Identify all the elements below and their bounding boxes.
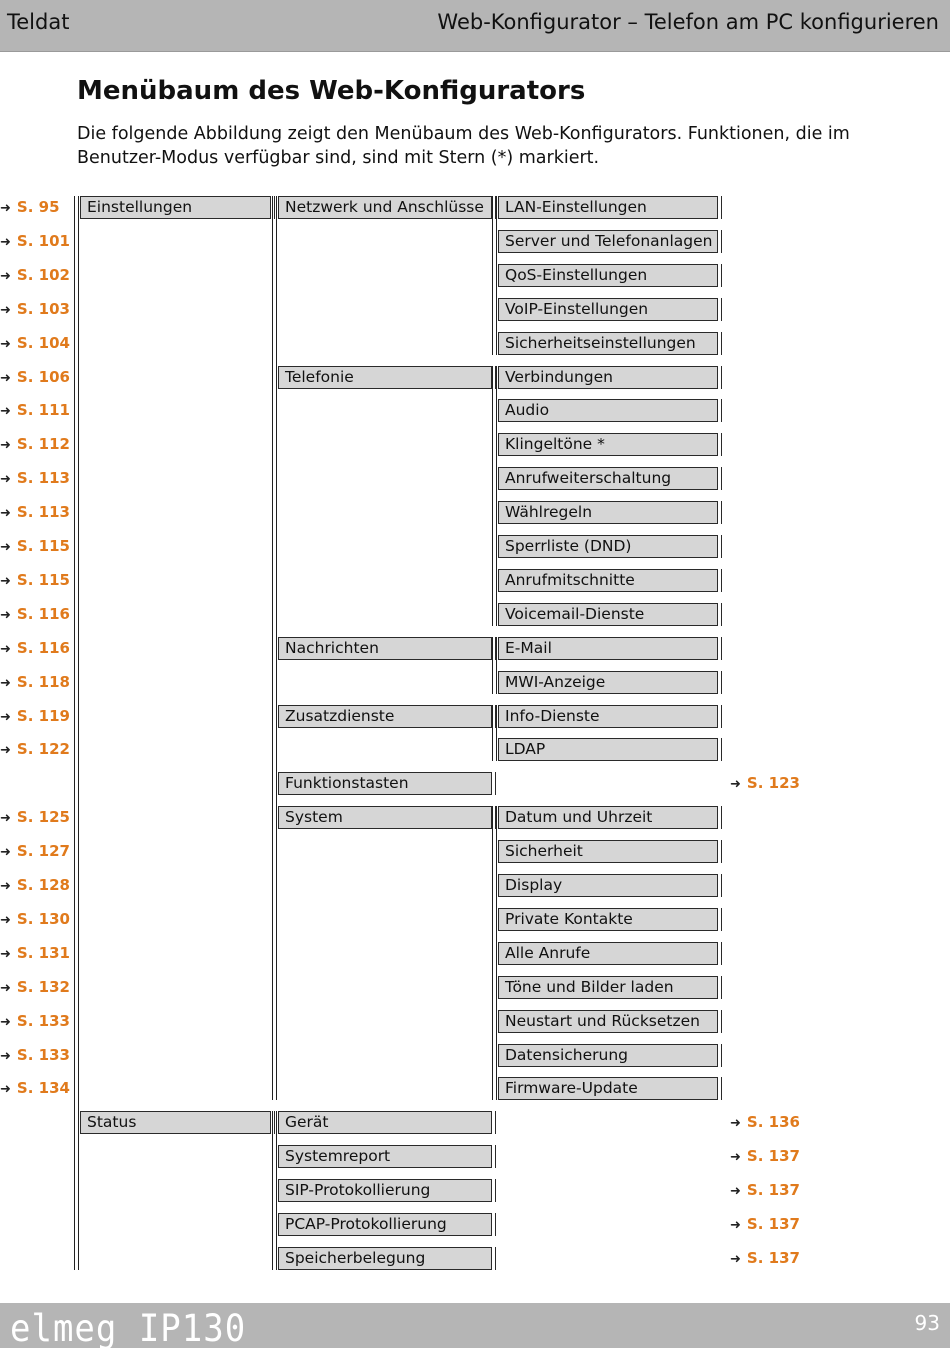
- page-reference[interactable]: [0, 468, 70, 490]
- tree-connector: [492, 806, 497, 1100]
- page-link[interactable]: S. 137: [746, 1147, 800, 1166]
- menu-item[interactable]: Sicherheit: [498, 840, 718, 863]
- tree-connector: [272, 1111, 277, 1270]
- arrow-right-icon: ➜: [730, 777, 741, 793]
- page-link[interactable]: S. 137: [746, 1248, 800, 1267]
- page-link[interactable]: S. 137: [746, 1215, 800, 1233]
- arrow-right-icon: ➜: [0, 980, 11, 996]
- page-link[interactable]: S. 115: [16, 570, 70, 589]
- page-reference[interactable]: [0, 333, 70, 355]
- arrow-right-icon: ➜: [0, 743, 11, 759]
- page-link[interactable]: S. 101: [16, 231, 70, 250]
- menu-item[interactable]: Server und Telefonanlagen: [498, 230, 718, 253]
- page-link[interactable]: S. 119: [16, 706, 70, 725]
- menu-item[interactable]: Telefonie: [278, 366, 492, 389]
- arrow-right-icon: ➜: [730, 1150, 741, 1166]
- menu-item[interactable]: Klingeltöne *: [498, 433, 718, 456]
- page-reference[interactable]: [0, 1078, 70, 1100]
- tree-connector: [74, 196, 79, 1270]
- tree-connector: [492, 196, 497, 355]
- arrow-right-icon: ➜: [0, 845, 11, 861]
- page-title: Menübaum des Web-Konfigurators: [77, 76, 586, 106]
- menu-item[interactable]: Gerät: [278, 1111, 492, 1134]
- tree-connector: [492, 366, 497, 626]
- menu-item[interactable]: E-Mail: [498, 637, 718, 660]
- product-logo: elmeg IP130: [10, 1307, 247, 1351]
- menu-item[interactable]: Neustart und Rücksetzen: [498, 1010, 718, 1033]
- arrow-right-icon: ➜: [0, 1048, 11, 1064]
- menu-item[interactable]: System: [278, 806, 492, 829]
- arrow-right-icon: ➜: [730, 1116, 741, 1132]
- menu-item[interactable]: Voicemail-Dienste: [498, 603, 718, 626]
- page-link[interactable]: S. 102: [16, 265, 70, 284]
- page-reference[interactable]: [0, 638, 70, 660]
- arrow-right-icon: ➜: [0, 472, 11, 488]
- menu-item[interactable]: LDAP: [498, 738, 718, 761]
- page-footer: [0, 1303, 950, 1351]
- page-reference[interactable]: [0, 400, 70, 422]
- menu-item[interactable]: Display: [498, 874, 718, 897]
- menu-item[interactable]: Audio: [498, 399, 718, 422]
- menu-item[interactable]: Alle Anrufe: [498, 942, 718, 965]
- arrow-right-icon: ➜: [730, 1218, 741, 1233]
- page-link[interactable]: S. 95: [16, 198, 60, 216]
- page-reference[interactable]: [730, 1214, 800, 1236]
- page-reference[interactable]: [0, 265, 70, 287]
- arrow-right-icon: ➜: [0, 811, 11, 827]
- arrow-right-icon: ➜: [0, 540, 11, 555]
- arrow-right-icon: ➜: [0, 946, 11, 962]
- page-reference[interactable]: [0, 943, 70, 965]
- arrow-right-icon: ➜: [0, 607, 11, 623]
- page-reference[interactable]: [0, 739, 70, 761]
- page-link[interactable]: S. 113: [16, 503, 70, 522]
- intro-text: Die folgende Abbildung zeigt den Menübaum des Web-Konfigurators. Funktionen, die im Benutzer-Modus verfügbar sind, sind mit Stern (*) markiert.: [77, 124, 850, 168]
- arrow-right-icon: ➜: [0, 879, 11, 894]
- menu-item[interactable]: Nachrichten: [278, 637, 492, 660]
- page-reference[interactable]: [0, 536, 70, 558]
- menu-item[interactable]: LAN-Einstellungen: [498, 196, 718, 219]
- page-link[interactable]: S. 125: [16, 808, 70, 827]
- menu-item[interactable]: Funktionstasten: [278, 772, 492, 795]
- menu-item[interactable]: Private Kontakte: [498, 908, 718, 931]
- menu-item[interactable]: Datum und Uhrzeit: [498, 806, 718, 829]
- page-reference[interactable]: [0, 197, 60, 219]
- menu-item[interactable]: Verbindungen: [498, 366, 718, 389]
- page-reference[interactable]: [0, 367, 70, 389]
- page-reference[interactable]: [730, 1180, 800, 1202]
- page-link[interactable]: S. 116: [16, 638, 70, 657]
- menu-item[interactable]: Zusatzdienste: [278, 705, 492, 728]
- header-title: Web-Konfigurator – Telefon am PC konfigurieren: [437, 10, 939, 34]
- page-reference[interactable]: [0, 841, 70, 863]
- page-reference[interactable]: [0, 1011, 70, 1033]
- page-reference[interactable]: [0, 706, 70, 728]
- page-reference[interactable]: [730, 1112, 800, 1134]
- page-reference[interactable]: [0, 1045, 70, 1067]
- page-link[interactable]: S. 128: [16, 876, 70, 894]
- arrow-right-icon: ➜: [0, 1082, 11, 1098]
- menu-item[interactable]: Anrufweiterschaltung: [498, 467, 718, 490]
- menu-item[interactable]: Einstellungen: [80, 196, 271, 219]
- page-link[interactable]: S. 127: [16, 842, 70, 861]
- menu-item[interactable]: Anrufmitschnitte: [498, 569, 718, 592]
- page-link[interactable]: S. 131: [16, 943, 70, 962]
- tree-connector: [272, 196, 277, 1100]
- page-link[interactable]: S. 123: [746, 774, 800, 793]
- arrow-right-icon: ➜: [0, 675, 11, 691]
- arrow-right-icon: ➜: [0, 201, 11, 216]
- arrow-right-icon: ➜: [0, 709, 11, 725]
- arrow-right-icon: ➜: [730, 1251, 741, 1267]
- page-link[interactable]: S. 132: [16, 977, 70, 996]
- arrow-right-icon: ➜: [0, 370, 11, 386]
- page-link[interactable]: S. 133: [16, 1045, 70, 1064]
- menu-item[interactable]: Sperrliste (DND): [498, 535, 718, 558]
- arrow-right-icon: ➜: [0, 234, 11, 250]
- page-link[interactable]: S. 134: [16, 1079, 70, 1098]
- page-link[interactable]: S. 137: [746, 1181, 800, 1200]
- arrow-right-icon: ➜: [730, 1184, 741, 1200]
- page-reference[interactable]: [0, 434, 70, 456]
- page-reference[interactable]: [0, 604, 70, 626]
- page-link[interactable]: S. 136: [746, 1113, 800, 1132]
- page-reference[interactable]: [730, 1146, 800, 1168]
- menu-item[interactable]: QoS-Einstellungen: [498, 264, 718, 287]
- page-reference[interactable]: [0, 502, 70, 524]
- page-reference[interactable]: [0, 570, 70, 592]
- menu-item[interactable]: Sicherheitseinstellungen: [498, 332, 718, 355]
- page-number: 93: [914, 1311, 940, 1335]
- page-link[interactable]: S. 116: [16, 604, 70, 623]
- page-link[interactable]: S. 104: [16, 333, 70, 352]
- menu-item[interactable]: SIP-Protokollierung: [278, 1179, 492, 1202]
- tree-connector: [492, 705, 497, 762]
- menu-item[interactable]: Datensicherung: [498, 1044, 718, 1067]
- arrow-right-icon: ➜: [0, 506, 11, 522]
- arrow-right-icon: ➜: [0, 336, 11, 352]
- menu-item[interactable]: Systemreport: [278, 1145, 492, 1168]
- arrow-right-icon: ➜: [0, 302, 11, 318]
- header-brand: Teldat: [7, 10, 70, 34]
- menu-item[interactable]: Speicherbelegung: [278, 1247, 492, 1270]
- menu-item[interactable]: MWI-Anzeige: [498, 671, 718, 694]
- menu-item[interactable]: Töne und Bilder laden: [498, 976, 718, 999]
- page-link[interactable]: S. 112: [16, 435, 70, 454]
- arrow-right-icon: ➜: [0, 912, 11, 928]
- page-reference[interactable]: [0, 299, 70, 321]
- page-reference[interactable]: [0, 807, 70, 829]
- page-link[interactable]: S. 122: [16, 740, 70, 759]
- arrow-right-icon: ➜: [0, 404, 11, 420]
- menu-item[interactable]: Info-Dienste: [498, 705, 718, 728]
- menu-item[interactable]: Netzwerk und Anschlüsse: [278, 196, 492, 219]
- page-link[interactable]: S. 103: [16, 299, 70, 318]
- page-link[interactable]: S. 115: [16, 537, 70, 555]
- page-reference[interactable]: [730, 1248, 800, 1270]
- page-link[interactable]: S. 133: [16, 1011, 70, 1030]
- page-reference[interactable]: [0, 875, 70, 897]
- menu-item[interactable]: Status: [80, 1111, 271, 1134]
- page-link[interactable]: S. 118: [16, 672, 70, 691]
- tree-connector: [492, 637, 497, 694]
- menu-item[interactable]: Wählregeln: [498, 501, 718, 524]
- page-reference[interactable]: [730, 773, 800, 795]
- arrow-right-icon: ➜: [0, 641, 11, 657]
- arrow-right-icon: ➜: [0, 268, 11, 284]
- arrow-right-icon: ➜: [0, 573, 11, 589]
- page-reference[interactable]: [0, 231, 70, 253]
- menu-item[interactable]: PCAP-Protokollierung: [278, 1213, 492, 1236]
- page-reference[interactable]: [0, 977, 70, 999]
- menu-item[interactable]: Firmware-Update: [498, 1077, 718, 1100]
- page-link[interactable]: S. 111: [16, 401, 70, 420]
- menu-item[interactable]: VoIP-Einstellungen: [498, 298, 718, 321]
- page-link[interactable]: S. 106: [16, 367, 70, 386]
- arrow-right-icon: ➜: [0, 438, 11, 454]
- page-reference[interactable]: [0, 672, 70, 694]
- page-reference[interactable]: [0, 909, 70, 931]
- page-link[interactable]: S. 130: [16, 909, 70, 928]
- arrow-right-icon: ➜: [0, 1014, 11, 1030]
- page-link[interactable]: S. 113: [16, 469, 70, 488]
